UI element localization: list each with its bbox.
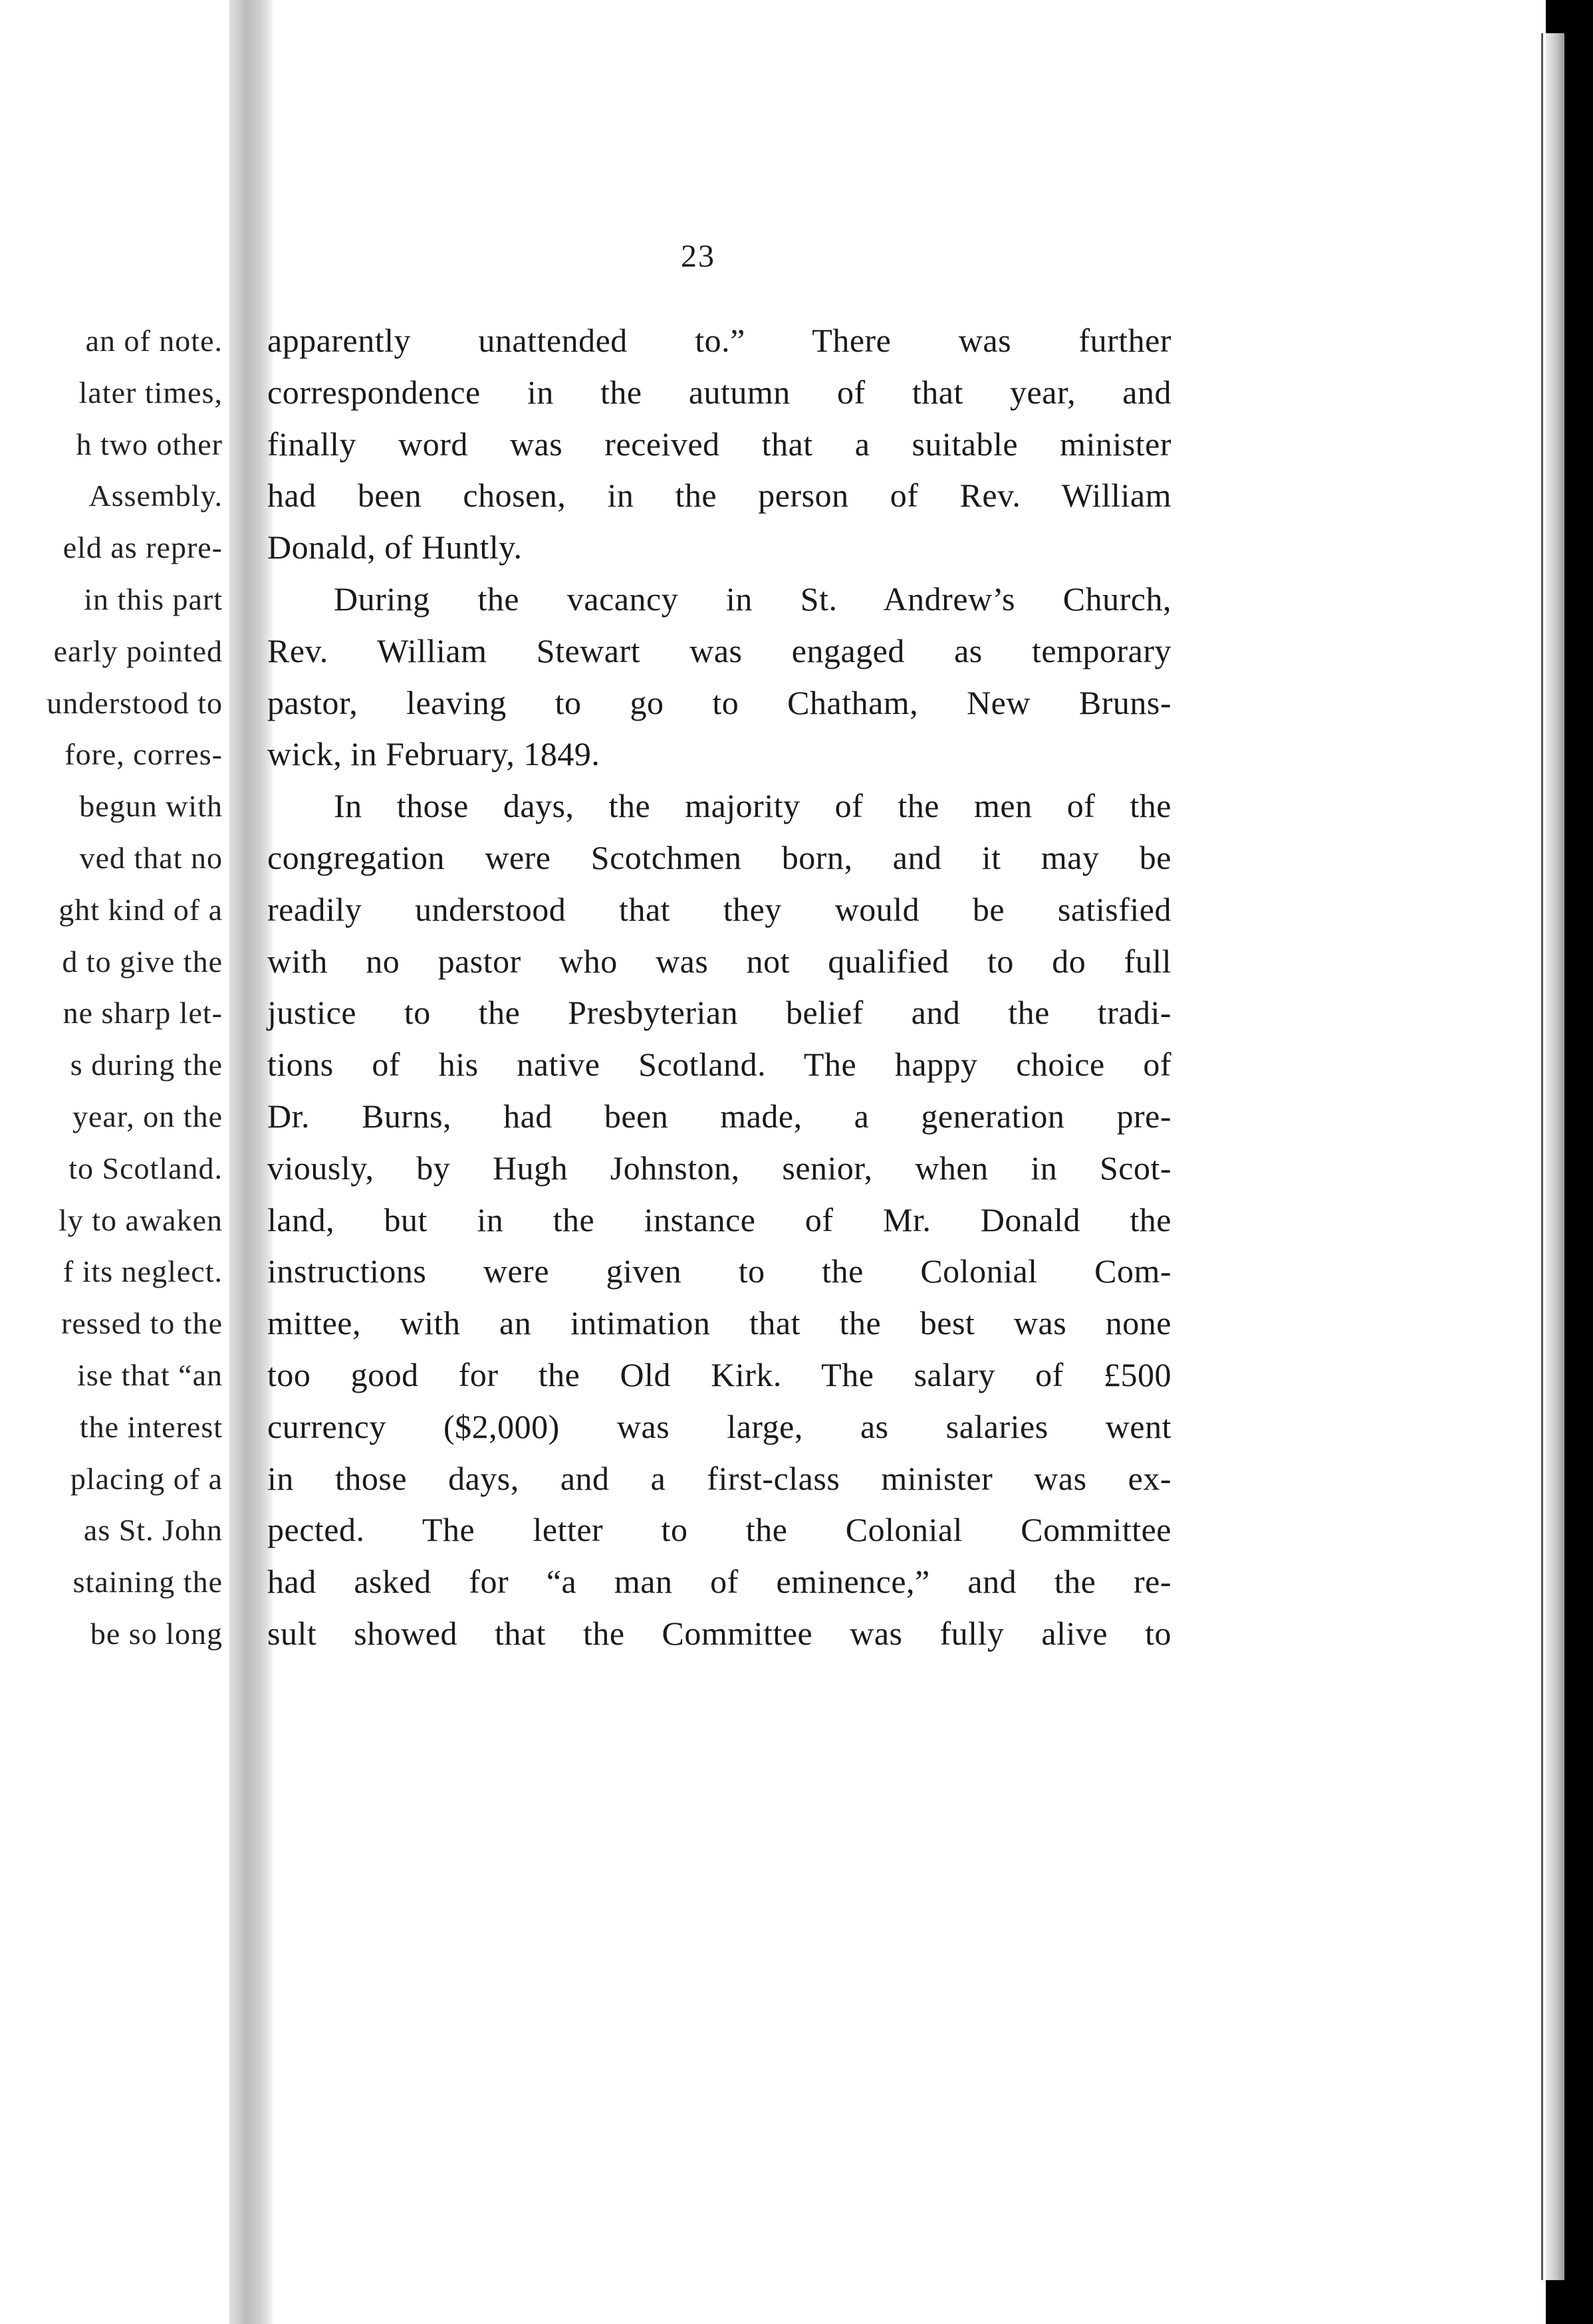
previous-page-line: understood to <box>47 685 223 720</box>
text-line: pected. The letter to the Colonial Committee <box>267 1511 1171 1549</box>
previous-page-line: begun with <box>79 789 223 824</box>
previous-page-line: later times, <box>78 375 223 409</box>
previous-page-line: early pointed <box>53 634 223 668</box>
page-body-text <box>267 315 1171 1660</box>
book-gutter <box>229 0 273 2324</box>
text-line: Rev. William Stewart was engaged as temporary <box>267 632 1171 669</box>
previous-page-line: s during the <box>70 1048 223 1082</box>
text-line: instructions were given to the Colonial Com- <box>267 1252 1171 1290</box>
previous-page-line: ne sharp let- <box>62 996 223 1030</box>
previous-page-text <box>0 315 223 1660</box>
text-line: During the vacancy in St. Andrew’s Church, <box>334 580 1171 618</box>
previous-page-line: ise that “an <box>77 1357 223 1392</box>
previous-page-line: placing of a <box>70 1461 223 1496</box>
text-line: In those days, the majority of the men of the <box>334 787 1171 825</box>
text-line: with no pastor who was not qualified to do full <box>267 942 1171 980</box>
text-line: too good for the Old Kirk. The salary of £500 <box>267 1355 1171 1393</box>
previous-page-line: as St. John <box>83 1513 223 1548</box>
text-line: Dr. Burns, had been made, a generation pre- <box>267 1097 1171 1135</box>
text-line: apparently unattended to.” There was further <box>267 322 1171 359</box>
previous-page-line: ght kind of a <box>59 892 223 927</box>
previous-page-line: ly to awaken <box>58 1203 223 1237</box>
text-line: congregation were Scotchmen born, and it may be <box>267 838 1171 876</box>
previous-page-line: in this part <box>84 582 223 616</box>
page-edge-shadow <box>1546 33 1564 2280</box>
text-line: finally word was received that a suitable minister <box>267 425 1171 463</box>
text-line: Donald, of Huntly. <box>267 528 523 566</box>
previous-page-line: f its neglect. <box>62 1254 223 1289</box>
previous-page-line: the interest <box>79 1409 223 1444</box>
text-line: viously, by Hugh Johnston, senior, when in Scot- <box>267 1149 1171 1187</box>
previous-page-line: year, on the <box>72 1099 223 1133</box>
text-line: currency ($2,000) was large, as salaries went <box>267 1407 1171 1445</box>
previous-page-line: be so long <box>90 1616 223 1651</box>
previous-page-line: Assembly. <box>88 479 223 513</box>
previous-page-line: an of note. <box>85 324 223 358</box>
text-line: mittee, with an intimation that the best was none <box>267 1304 1171 1342</box>
text-line: land, but in the instance of Mr. Donald the <box>267 1201 1171 1238</box>
previous-page-line: h two other <box>76 427 223 461</box>
text-line: in those days, and a first-class minister was ex- <box>267 1459 1171 1497</box>
text-line: had asked for “a man of eminence,” and the re- <box>267 1563 1171 1601</box>
previous-page-line: ved that no <box>79 840 223 875</box>
previous-page-line: staining the <box>72 1565 223 1599</box>
previous-page-line: eld as repre- <box>62 530 223 565</box>
text-line: correspondence in the autumn of that year, and <box>267 373 1171 411</box>
text-line: had been chosen, in the person of Rev. William <box>267 477 1171 515</box>
text-line: wick, in February, 1849. <box>267 735 600 773</box>
text-line: readily understood that they would be satisfied <box>267 890 1171 928</box>
previous-page-line: fore, corres- <box>64 737 223 772</box>
text-line: pastor, leaving to go to Chatham, New Bruns- <box>267 683 1171 721</box>
page-edge-line <box>1541 33 1543 2280</box>
text-line: tions of his native Scotland. The happy choice of <box>267 1046 1171 1084</box>
page-number: 23 <box>681 239 715 274</box>
previous-page-fragment <box>0 0 229 2324</box>
text-line: sult showed that the Committee was fully alive to <box>267 1614 1171 1652</box>
previous-page-line: ressed to the <box>61 1306 223 1341</box>
previous-page-line: to Scotland. <box>68 1151 223 1185</box>
previous-page-line: d to give the <box>62 944 223 979</box>
text-line: justice to the Presbyterian belief and the tradi- <box>267 994 1171 1032</box>
